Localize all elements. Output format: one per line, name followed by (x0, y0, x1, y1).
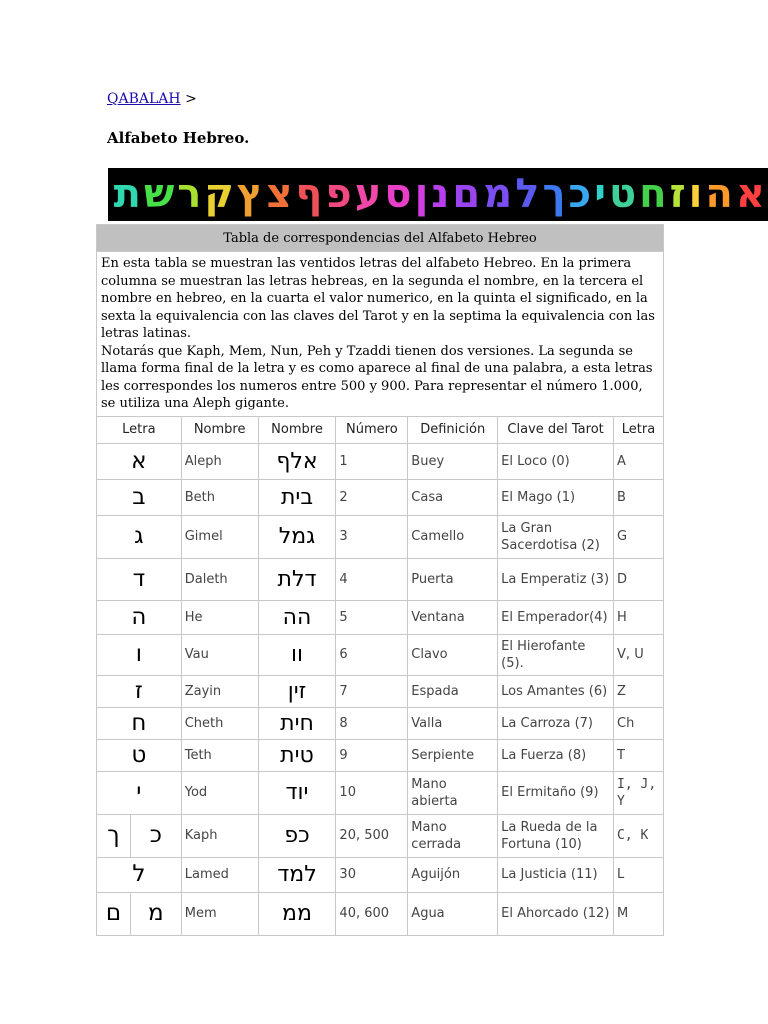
latin-letter: H (614, 600, 664, 634)
banner-letter: ט (608, 171, 640, 217)
number-value: 20, 500 (336, 814, 408, 857)
banner-letter: ה (705, 171, 736, 217)
header-numero: Número (336, 416, 408, 443)
banner-letter: ס (384, 171, 415, 217)
hebrew-letter: ג (97, 515, 182, 558)
hebrew-letter: י (97, 771, 182, 814)
hebrew-letter: ח (97, 707, 182, 739)
table-row (97, 558, 664, 600)
hebrew-letter-final: ך (97, 814, 131, 857)
header-letra-latina: Letra (614, 416, 664, 443)
header-clave-tarot: Clave del Tarot (498, 416, 614, 443)
definition: Buey (408, 443, 498, 479)
definition: Agua (408, 892, 498, 935)
number-value: 6 (336, 634, 408, 675)
number-value: 10 (336, 771, 408, 814)
hebrew-name: הה (258, 600, 336, 634)
banner-letter: ת (113, 171, 144, 217)
hebrew-name: חית (258, 707, 336, 739)
hebrew-letter: ד (97, 558, 182, 600)
banner-letter: ץ (236, 171, 267, 217)
number-value: 1 (336, 443, 408, 479)
hebrew-name: אלף (258, 443, 336, 479)
latin-letter: I, J, Y (614, 771, 664, 814)
letter-name: Daleth (181, 558, 258, 600)
breadcrumb-link-qabalah[interactable]: QABALAH (107, 91, 181, 107)
letter-name: Teth (181, 739, 258, 771)
number-value: 5 (336, 600, 408, 634)
definition: Mano abierta (408, 771, 498, 814)
banner-letter: י (594, 171, 609, 217)
banner-letter: פ (325, 171, 355, 217)
number-value: 9 (336, 739, 408, 771)
table-row (97, 675, 664, 707)
latin-letter: C, K (614, 814, 664, 857)
letter-name: Gimel (181, 515, 258, 558)
letter-name: Aleph (181, 443, 258, 479)
tarot-key: La Emperatiz (3) (498, 558, 614, 600)
latin-letter: V, U (614, 634, 664, 675)
tarot-key: El Ermitaño (9) (498, 771, 614, 814)
hebrew-letter: ו (97, 634, 182, 675)
table-row (97, 857, 664, 892)
banner-letter: ך (542, 171, 569, 217)
hebrew-name: דלת (258, 558, 336, 600)
banner-letter: ו (688, 171, 706, 217)
definition: Ventana (408, 600, 498, 634)
hebrew-letter: מ (130, 892, 181, 935)
table-intro (97, 252, 664, 417)
letter-name: He (181, 600, 258, 634)
definition: Camello (408, 515, 498, 558)
banner-letter: ן (414, 171, 432, 217)
breadcrumb-separator: > (185, 91, 197, 107)
latin-letter: M (614, 892, 664, 935)
table-row (97, 515, 664, 558)
latin-letter: B (614, 479, 664, 515)
letter-name: Vau (181, 634, 258, 675)
definition: Valla (408, 707, 498, 739)
banner-letter: כ (568, 171, 595, 217)
intro-paragraph-2: Notarás que Kaph, Mem, Nun, Peh y Tzaddi tienen dos versiones. La segunda se llama forma final de la letra y es como aparece al final de una palabra, a esta letras les correspondes los numeros entre 500 y 900. Para representar el número 1.000, se utiliza una Aleph gigante. (101, 343, 653, 411)
page-title: Alfabeto Hebreo. (107, 129, 250, 147)
banner-letter: צ (266, 171, 296, 217)
tarot-key: La Carroza (7) (498, 707, 614, 739)
banner-letter: ק (204, 171, 237, 217)
header-nombre-hebreo: Nombre (258, 416, 336, 443)
header-nombre: Nombre (181, 416, 258, 443)
definition: Casa (408, 479, 498, 515)
banner-letter: ל (515, 171, 543, 217)
hebrew-letter: א (97, 443, 182, 479)
table-row (97, 443, 664, 479)
table-row (97, 707, 664, 739)
number-value: 30 (336, 857, 408, 892)
tarot-key: El Emperador(4) (498, 600, 614, 634)
banner-letter: ם (452, 171, 484, 217)
hebrew-letter: ל (97, 857, 182, 892)
tarot-key: La Justicia (11) (498, 857, 614, 892)
table-row (97, 771, 664, 814)
number-value: 3 (336, 515, 408, 558)
definition: Serpiente (408, 739, 498, 771)
hebrew-name: בית (258, 479, 336, 515)
letter-name: Lamed (181, 857, 258, 892)
tarot-key: La Gran Sacerdotisa (2) (498, 515, 614, 558)
number-value: 8 (336, 707, 408, 739)
banner-letter: ע (354, 171, 385, 217)
letter-name: Cheth (181, 707, 258, 739)
table-caption: Tabla de correspondencias del Alfabeto Hebreo (97, 225, 664, 252)
hebrew-name: ממ (258, 892, 336, 935)
tarot-key: El Hierofante (5). (498, 634, 614, 675)
tarot-key: El Loco (0) (498, 443, 614, 479)
number-value: 7 (336, 675, 408, 707)
definition: Espada (408, 675, 498, 707)
tarot-key: La Rueda de la Fortuna (10) (498, 814, 614, 857)
hebrew-letter: ט (97, 739, 182, 771)
tarot-key: Los Amantes (6) (498, 675, 614, 707)
table-row (97, 479, 664, 515)
tarot-key: El Mago (1) (498, 479, 614, 515)
table-row (97, 892, 664, 935)
banner-letter: נ (431, 171, 453, 217)
hebrew-letter: כ (130, 814, 181, 857)
definition: Puerta (408, 558, 498, 600)
header-definicion: Definición (408, 416, 498, 443)
hebrew-alphabet-banner (108, 168, 768, 221)
table-row (97, 634, 664, 675)
latin-letter: Ch (614, 707, 664, 739)
breadcrumb (107, 91, 197, 107)
hebrew-name: זין (258, 675, 336, 707)
letter-name: Yod (181, 771, 258, 814)
hebrew-letter-final: ם (97, 892, 131, 935)
banner-letter: ז (669, 171, 689, 217)
banner-letter: ר (177, 171, 205, 217)
latin-letter: L (614, 857, 664, 892)
hebrew-letter: ב (97, 479, 182, 515)
hebrew-letter: ז (97, 675, 182, 707)
table-header-row (97, 416, 664, 443)
banner-letter: מ (483, 171, 516, 217)
hebrew-name: גמל (258, 515, 336, 558)
definition: Mano cerrada (408, 814, 498, 857)
definition: Clavo (408, 634, 498, 675)
hebrew-name: וו (258, 634, 336, 675)
letter-name: Beth (181, 479, 258, 515)
tarot-key: El Ahorcado (12) (498, 892, 614, 935)
banner-letter: ח (639, 171, 670, 217)
correspondence-table (96, 224, 664, 936)
letter-name: Zayin (181, 675, 258, 707)
banner-letters (114, 168, 768, 221)
hebrew-name: יוד (258, 771, 336, 814)
number-value: 4 (336, 558, 408, 600)
banner-letter: ש (143, 171, 178, 217)
latin-letter: D (614, 558, 664, 600)
definition: Aguijón (408, 857, 498, 892)
header-letra: Letra (97, 416, 182, 443)
tarot-key: La Fuerza (8) (498, 739, 614, 771)
banner-letter: א (735, 171, 768, 217)
hebrew-letter: ה (97, 600, 182, 634)
latin-letter: T (614, 739, 664, 771)
intro-paragraph-1: En esta tabla se muestran las ventidos letras del alfabeto Hebreo. En la primera columna se muestran las letras hebreas, en la segunda el nombre, en la tercera el nombre en hebreo, en la cuarta el valor numerico, en la quinta el significado, en la sexta la equivalencia con las claves del Tarot y en la septima la equivalencia con las letras latinas. (101, 256, 655, 341)
latin-letter: G (614, 515, 664, 558)
number-value: 40, 600 (336, 892, 408, 935)
latin-letter: A (614, 443, 664, 479)
hebrew-name: טית (258, 739, 336, 771)
hebrew-name: כפ (258, 814, 336, 857)
hebrew-name: למד (258, 857, 336, 892)
letter-name: Kaph (181, 814, 258, 857)
latin-letter: Z (614, 675, 664, 707)
table-row (97, 600, 664, 634)
number-value: 2 (336, 479, 408, 515)
table-row (97, 814, 664, 857)
letter-name: Mem (181, 892, 258, 935)
banner-letter: ף (295, 171, 326, 217)
table-row (97, 739, 664, 771)
